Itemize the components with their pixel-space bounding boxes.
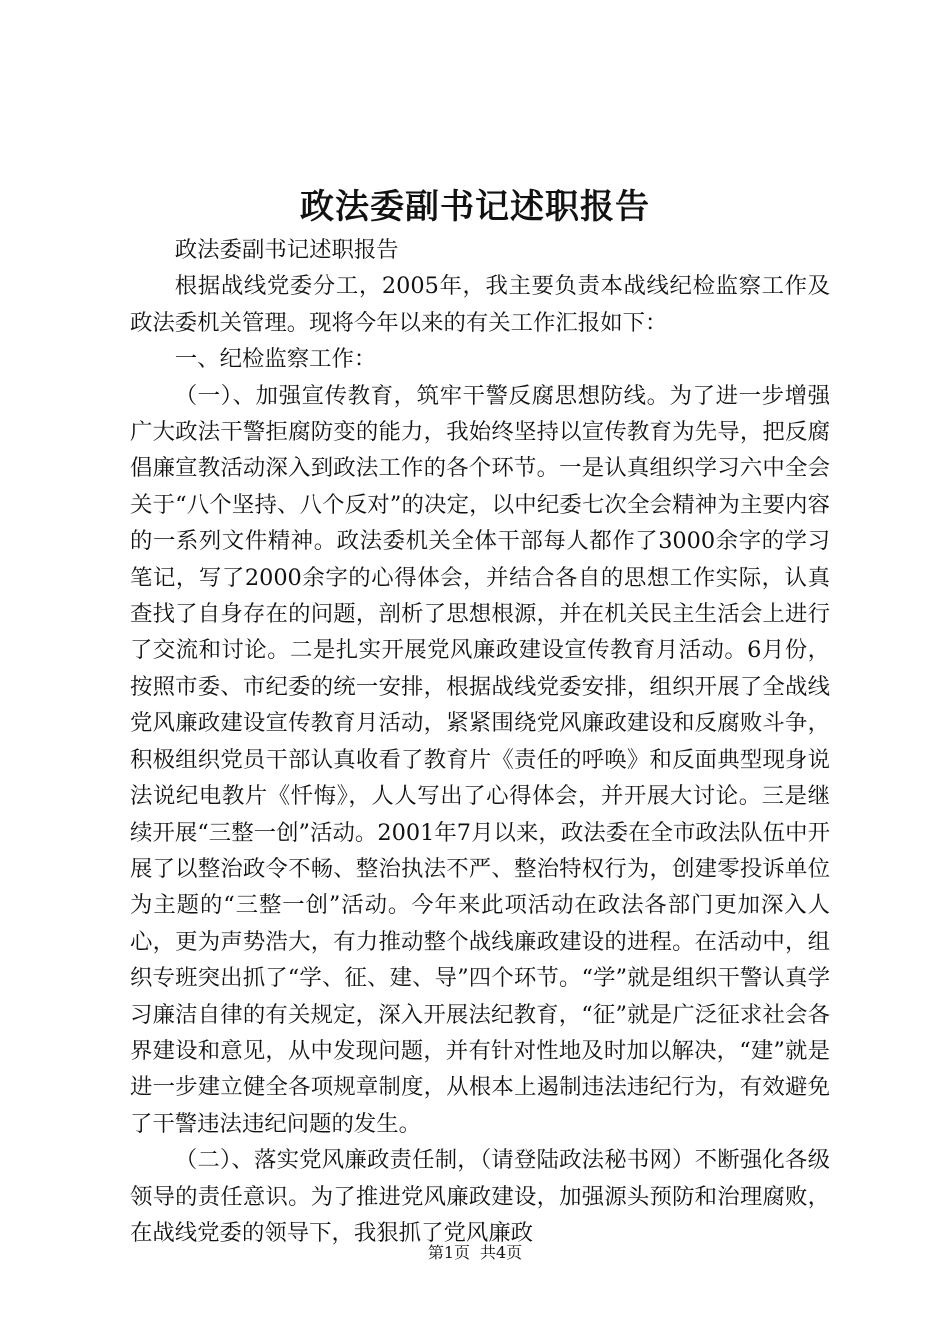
page-total: 共4页 [480, 1243, 523, 1262]
document-body [130, 232, 830, 1251]
section-heading-discipline: 一、纪检监察工作： [174, 346, 377, 373]
paragraph-education: （一）、加强宣传教育，筑牢干警反腐思想防线。为了进一步增强广大政法干警拒腐防变的能力，我始终坚持以宣传教育为先导，把反腐倡廉宣教活动深入到政法工作的各个环节。一是认真组织学习六中全会关于“八个坚持、八个反对”的决定，以中纪委七次全会精神为主要内容的一系列文件精神。政法委机关全体干部每人都作了3000余字的学习笔记，写了2000余字的心得体会，并结合各自的思想工作实际，认真查找了自身存在的问题，剖析了思想根源，并在机关民主生活会上进行了交流和讨论。二是扎实开展党风廉政建设宣传教育月活动。6月份，按照市委、市纪委的统一安排，根据战线党委安排，组织开展了全战线党风廉政建设宣传教育月活动，紧紧围绕党风廉政建设和反腐败斗争，积极组织党员干部认真收看了教育片《责任的呼唤》和反面典型现身说法说纪电教片《忏悔》，人人写出了心得体会，并开展大讨论。三是继续开展“三整一创”活动。2001年7月以来，政法委在全市政法队伍中开展了以整治政令不畅、整治执法不严、整治特权行为，创建零投诉单位为主题的“三整一创”活动。今年来此项活动在政法各部门更加深入人心，更为声势浩大，有力推动整个战线廉政建设的进程。在活动中，组织专班突出抓了“学、征、建、导”四个环节。“学”就是组织干警认真学习廉洁自律的有关规定，深入开展法纪教育，“征”就是广泛征求社会各界建设和意见，从中发现问题，并有针对性地及时加以解决，“建”就是进一步建立健全各项规章制度，从根本上遏制违法违纪行为，有效避免了干警违法违纪问题的发生。 [130, 382, 830, 1137]
paragraph-intro: 根据战线党委分工，2005年，我主要负责本战线纪检监察工作及政法委机关管理。现将今年以来的有关工作汇报如下： [130, 273, 830, 336]
document-title: 政法委副书记述职报告 [300, 187, 650, 227]
page-footer [0, 1241, 950, 1265]
page-number: 第1页 [427, 1243, 470, 1262]
paragraph-subtitle: 政法委副书记述职报告 [174, 237, 399, 263]
paragraph-responsibility: （二）、落实党风廉政责任制，（请登陆政法秘书网）不断强化各级领导的责任意识。为了推进党风廉政建设，加强源头预防和治理腐败，在战线党委的领导下，我狠抓了党风廉政 [130, 1147, 830, 1246]
